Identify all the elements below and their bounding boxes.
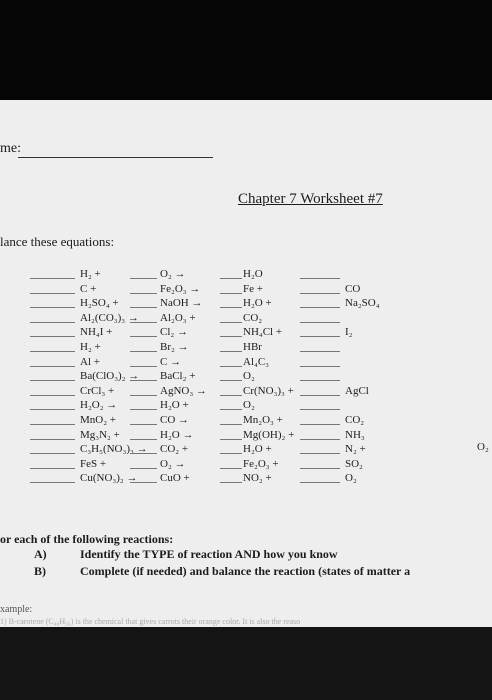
coefficient-blank[interactable] [220,307,242,308]
coefficient-blank[interactable] [300,380,340,381]
item-a-label: A) [34,547,47,561]
coefficient-blank[interactable] [30,322,75,323]
coefficient-blank[interactable] [30,307,75,308]
coefficient-blank[interactable] [220,293,242,294]
coefficient-blank[interactable] [30,278,75,279]
equation-term: Fe₂O₃ → [160,282,201,295]
equation-term: CO₂ [345,414,365,426]
coefficient-blank[interactable] [300,307,340,308]
equation-term: Al₂(CO₃)₃ → [80,311,139,324]
equation-term: MnO₂ + [80,414,117,426]
coefficient-blank[interactable] [130,307,157,308]
equation-term: H₂O + [160,399,189,412]
coefficient-blank[interactable] [30,336,75,337]
coefficient-blank[interactable] [130,366,157,367]
section-intro: or each of the following reactions: [0,532,174,546]
coefficient-blank[interactable] [30,366,75,367]
equation-term: NaOH → [160,297,203,310]
equation-term: C → [160,355,182,368]
coefficient-blank[interactable] [220,278,242,279]
equation-term: Cu(NO₃)₂ → [80,472,138,485]
equation-term: CuO + [160,472,190,485]
coefficient-blank[interactable] [30,439,75,440]
equation-term: AgCl [345,384,369,397]
coefficient-blank[interactable] [30,351,75,352]
equation-term: H₂SO₄ + [80,297,119,310]
coefficient-blank[interactable] [220,482,242,483]
equation-term: Mg(OH)₂ + [243,428,295,441]
coefficient-blank[interactable] [30,409,75,410]
equation-term: FeS + [80,457,107,470]
coefficient-blank[interactable] [300,336,340,337]
coefficient-blank[interactable] [30,395,75,396]
equation-term: CrCl₃ + [80,384,115,397]
equation-term: NH₃ [345,428,365,441]
coefficient-blank[interactable] [30,482,75,483]
coefficient-blank[interactable] [30,293,75,294]
coefficient-blank[interactable] [130,395,157,396]
coefficient-blank[interactable] [300,482,340,483]
name-line [18,157,213,158]
equation-term: C + [80,282,97,295]
coefficient-blank[interactable] [300,424,340,425]
coefficient-blank[interactable] [300,366,340,367]
equation-term: Mn₂O₃ + [243,414,283,426]
equation-term: N₂ + [345,443,366,456]
coefficient-blank[interactable] [220,424,242,425]
equation-term: O₂ [345,472,357,485]
equation-term: H₂O [243,268,263,280]
equation-term: O₂ → [160,268,186,280]
coefficient-blank[interactable] [220,351,242,352]
coefficient-blank[interactable] [130,336,157,337]
equation-term: Cl₂ → [160,326,188,339]
coefficient-blank[interactable] [220,409,242,410]
coefficient-blank[interactable] [300,468,340,469]
dark-background-top [0,0,492,100]
coefficient-blank[interactable] [220,453,242,454]
coefficient-blank[interactable] [300,439,340,440]
coefficient-blank[interactable] [300,278,340,279]
coefficient-blank[interactable] [220,395,242,396]
example-question-text: 1) B-carotene (C₄₀H₅₆) is the chemical that gives carrots their orange color. It is also the reaso [0,617,301,626]
equation-term: AgNO₃ → [160,384,207,397]
equation-term: O₂ → [160,457,186,470]
worksheet-title: Chapter 7 Worksheet #7 [238,191,383,207]
equation-term: NH₄I + [80,326,113,339]
equation-term: Cr(NO₃)₃ + [243,384,294,397]
equation-term: O₂ [243,399,255,412]
coefficient-blank[interactable] [130,293,157,294]
item-a-text: Identify the TYPE of reaction AND how you know [80,547,338,561]
item-b-label: B) [34,564,46,578]
coefficient-blank[interactable] [130,380,157,381]
equation-term: H₂O + [243,297,272,310]
coefficient-blank[interactable] [130,351,157,352]
coefficient-blank[interactable] [300,293,340,294]
dark-background-bottom [0,627,492,700]
coefficient-blank[interactable] [30,424,75,425]
equation-term: HBr [243,341,262,353]
equation-term: NH₄Cl + [243,326,283,339]
equation-term: Fe₂O₃ + [243,457,279,470]
equation-term: H₂O₂ → [80,399,118,412]
equation-term: CO [345,282,361,295]
coefficient-blank[interactable] [30,453,75,454]
coefficient-blank[interactable] [130,439,157,440]
equation-term: I₂ [345,326,353,339]
equation-term: Br₂ → [160,341,189,353]
equation-term: CO → [160,414,190,426]
equation-term: SO₂ [345,457,363,470]
coefficient-blank[interactable] [220,366,242,367]
name-label: me: [0,141,21,156]
coefficient-blank[interactable] [220,336,242,337]
equation-term: H₂O → [160,428,194,441]
equation-term: Mg₃N₂ + [80,428,120,441]
coefficient-blank[interactable] [220,439,242,440]
example-label: xample: [0,604,33,615]
equation-term: BaCl₂ + [160,370,196,383]
coefficient-blank[interactable] [300,453,340,454]
coefficient-blank[interactable] [130,409,157,410]
equation-term: CO₂ + [160,443,189,456]
coefficient-blank[interactable] [220,468,242,469]
coefficient-blank[interactable] [300,351,340,352]
coefficient-blank[interactable] [130,322,157,323]
equation-term: Ba(ClO₃)₂ → [80,370,140,383]
equation-term: Al₄C₃ [243,355,270,368]
equation-term: CO₂ [243,311,263,324]
equation-term: Fe + [243,282,263,295]
equation-term: O₂ [243,370,255,383]
equation-term: H₂ + [80,341,101,353]
coefficient-blank[interactable] [30,380,75,381]
coefficient-blank[interactable] [220,322,242,323]
coefficient-blank[interactable] [220,380,242,381]
item-b-text: Complete (if needed) and balance the reaction (states of matter a [80,564,411,578]
equation-term: NO₂ + [243,472,272,485]
equation-term: Al + [80,355,100,368]
equation-term: Na₂SO₄ [345,297,380,310]
equation-term: H₂O + [243,443,272,456]
coefficient-blank[interactable] [30,468,75,469]
equation-term: H₂ + [80,268,101,280]
coefficient-blank[interactable] [130,482,157,483]
coefficient-blank[interactable] [300,395,340,396]
coefficient-blank[interactable] [300,409,340,410]
extra-o2-label: O₂ [477,441,489,453]
coefficient-blank[interactable] [300,322,340,323]
equation-term: Al₂O₃ + [160,311,196,324]
coefficient-blank[interactable] [130,278,157,279]
equation-term: C₃H₅(NO₃)₃ → [80,443,148,456]
coefficient-blank[interactable] [130,468,157,469]
coefficient-blank[interactable] [130,424,157,425]
instruction-text: lance these equations: [0,234,115,249]
coefficient-blank[interactable] [130,453,157,454]
